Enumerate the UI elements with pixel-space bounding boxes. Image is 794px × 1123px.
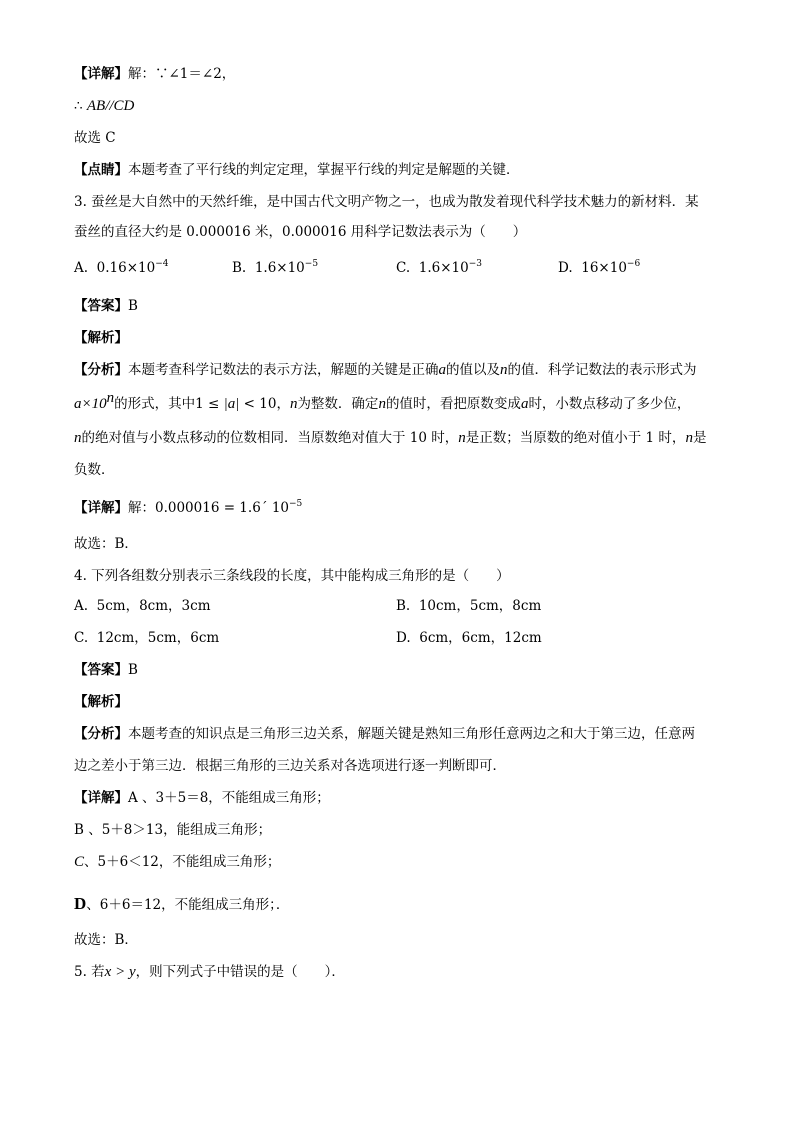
math-expr: x > y — [104, 964, 136, 980]
text-run: 本题考查科学记数法的表示方法，解题的关键是正确 — [128, 362, 439, 378]
q4-option-c — [74, 628, 219, 648]
q3-stem-line1: 3. 蚕丝是大自然中的天然纤维，是中国古代文明产物之一，也成为散发着现代科学技术魅力的新材料．某 — [74, 194, 699, 210]
option-value: 1.6×10 — [254, 260, 305, 276]
q4-option-a — [74, 596, 211, 616]
math-expr: a×10 — [74, 396, 107, 412]
option-label: D. — [396, 630, 411, 646]
text-run: 5. 若 — [74, 964, 105, 980]
math-var: n — [458, 430, 466, 446]
option-label: B. — [232, 260, 247, 276]
math-abs: |a| — [223, 396, 240, 412]
option-exponent: −4 — [155, 259, 169, 269]
math-var: n — [500, 362, 508, 378]
fenxi-tag: 【分析】 — [74, 726, 128, 742]
option-label: A. — [74, 260, 89, 276]
q3-choose: 故选：B． — [74, 536, 138, 552]
q2-comment-text: 本题考查了平行线的判定定理，掌握平行线的判定是解题的关键． — [128, 162, 520, 178]
text-run: 本题考查的知识点是三角形三边关系，解题关键是熟知三角形任意两边之和大于第三边，任意两 — [128, 726, 695, 742]
option-exponent: −3 — [468, 259, 482, 269]
math-expr: 1 ≤ — [195, 396, 224, 412]
q4-detail-d — [74, 894, 289, 915]
math-var: n — [378, 396, 386, 412]
option-exponent: −6 — [626, 259, 641, 269]
q3-option-d — [558, 258, 640, 278]
math-var: a — [520, 396, 529, 412]
q3-analysis-tag: 【解析】 — [74, 330, 128, 346]
q4-option-b — [396, 596, 541, 616]
q3-answer: B — [128, 298, 138, 314]
option-label: C — [74, 854, 85, 870]
text-run: 是正数；当原数的绝对值小于 1 时， — [465, 430, 686, 446]
text-run: 、6＋6＝12，不能组成三角形；． — [86, 897, 290, 913]
text-run: 的形式，其中 — [114, 396, 196, 412]
q4-option-d — [396, 628, 542, 648]
detail-tag: 【详解】 — [74, 500, 128, 516]
text-run: 的值时，看把原数变成 — [385, 396, 521, 412]
math-var: n — [685, 430, 693, 446]
q3-option-a — [74, 258, 168, 278]
q2-detail-line — [74, 64, 235, 84]
text-run: 的绝对值与小数点移动的位数相同．当原数绝对值大于 10 时， — [81, 430, 459, 446]
therefore-symbol: ∴ — [74, 98, 87, 114]
math-exponent: n — [106, 390, 115, 406]
q3-detail-text: 解：0.000016 = 1.6´ 10 — [128, 500, 289, 516]
q3-fenxi-line4: 负数． — [74, 462, 115, 478]
q3-option-b — [232, 258, 318, 278]
text-run: 的值．科学记数法的表示形式为 — [507, 362, 697, 378]
option-value: 6cm，6cm，12cm — [419, 630, 542, 646]
q3-stem-line2: 蚕丝的直径大约是 0.000016 米，0.000016 用科学记数法表示为（ ） — [74, 224, 527, 240]
text-run: A 、3＋5＝8，不能组成三角形； — [128, 790, 330, 806]
option-label: A. — [74, 598, 89, 614]
answer-tag: 【答案】 — [74, 298, 128, 314]
q4-stem: 4. 下列各组数分别表示三条线段的长度，其中能构成三角形的是（ ） — [74, 568, 510, 584]
option-value: 10cm，5cm，8cm — [418, 598, 542, 614]
q3-answer-line — [74, 296, 138, 316]
text-run: 为整数．确定 — [297, 396, 379, 412]
comment-tag: 【点睛】 — [74, 162, 128, 178]
math-var: n — [74, 430, 82, 446]
option-value: 16×10 — [581, 260, 627, 276]
q3-detail-line — [74, 498, 302, 518]
q2-detail-text: 解：∵∠1＝∠2， — [128, 66, 236, 82]
q4-analysis-tag: 【解析】 — [74, 694, 128, 710]
q3-fenxi-line2 — [74, 390, 691, 414]
q4-detail-line — [74, 788, 330, 808]
text-run: 、5＋6＜12，不能组成三角形； — [84, 854, 281, 870]
option-value: 5cm，8cm，3cm — [96, 598, 211, 614]
detail-tag: 【详解】 — [74, 790, 128, 806]
text-run: ， — [276, 396, 290, 412]
fenxi-tag: 【分析】 — [74, 362, 128, 378]
q4-detail-b: B 、5＋8＞13，能组成三角形； — [74, 822, 272, 838]
text-run: 时，小数点移动了多少位， — [528, 396, 691, 412]
text-run: ，则下列式子中错误的是（ ）． — [135, 964, 345, 980]
option-label: C. — [74, 630, 89, 646]
q2-conclusion-line — [74, 96, 134, 116]
q5-stem — [74, 962, 345, 982]
q2-choose: 故选 C — [74, 130, 116, 146]
q4-detail-c — [74, 852, 280, 872]
option-label: B. — [396, 598, 411, 614]
option-value: 0.16×10 — [96, 260, 156, 276]
q4-answer: B — [128, 662, 138, 678]
option-label: D — [74, 894, 87, 913]
q2-comment-line — [74, 160, 520, 180]
q4-fenxi-line2: 边之差小于第三边．根据三角形的三边关系对各选项进行逐一判断即可． — [74, 758, 506, 774]
q4-choose: 故选：B． — [74, 932, 138, 948]
option-exponent: −5 — [304, 259, 319, 269]
math-exponent: −5 — [289, 499, 303, 509]
text-run: 是 — [692, 430, 707, 446]
math-expr: < 10 — [239, 396, 277, 412]
q3-option-c — [396, 258, 482, 278]
option-label: D. — [558, 260, 573, 276]
q3-fenxi-line1 — [74, 360, 697, 380]
option-value: 12cm，5cm，6cm — [96, 630, 220, 646]
math-var: a — [438, 362, 446, 378]
detail-tag: 【详解】 — [74, 66, 128, 82]
q4-fenxi-line1 — [74, 724, 695, 744]
q2-conclusion: AB//CD — [86, 98, 135, 114]
option-value: 1.6×10 — [418, 260, 469, 276]
answer-tag: 【答案】 — [74, 662, 128, 678]
text-run: 的值以及 — [446, 362, 500, 378]
math-var: n — [289, 396, 298, 412]
q3-fenxi-line3 — [74, 428, 706, 448]
option-label: C. — [396, 260, 411, 276]
q4-answer-line — [74, 660, 138, 680]
